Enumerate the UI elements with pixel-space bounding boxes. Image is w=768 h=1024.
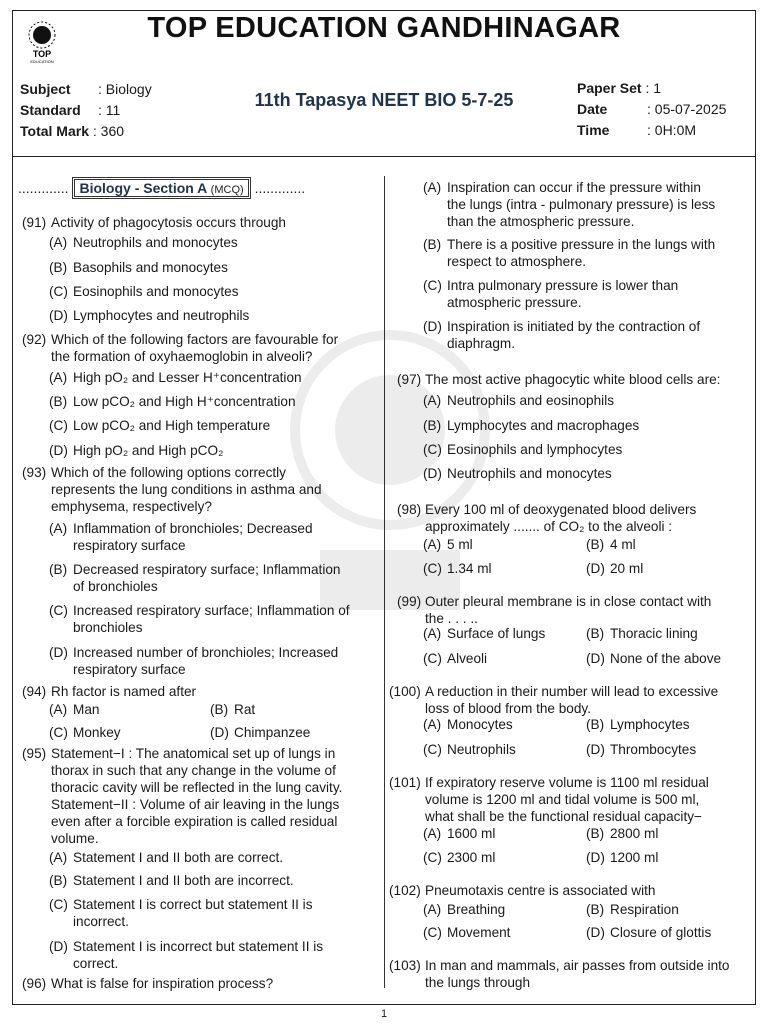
option-text[interactable]: Neutrophils and monocytes bbox=[73, 235, 238, 250]
option-text[interactable]: Respiration bbox=[610, 902, 679, 917]
option-text[interactable]: High pO₂ and Lesser H⁺concentration bbox=[73, 370, 302, 385]
question-number: (103) bbox=[389, 958, 421, 973]
option-text[interactable]: 2800 ml bbox=[610, 826, 659, 841]
question-text: even after a forcible expiration is called residual bbox=[51, 814, 338, 829]
option-text[interactable]: Low pCO₂ and High temperature bbox=[73, 418, 271, 433]
option-text[interactable]: incorrect. bbox=[73, 914, 129, 929]
date-row bbox=[577, 101, 726, 117]
paper-set-value: : 1 bbox=[645, 80, 662, 96]
question-text: Activity of phagocytosis occurs through bbox=[51, 215, 286, 230]
option-label[interactable]: (D) bbox=[49, 939, 68, 954]
section-tag: (MCQ) bbox=[210, 184, 244, 196]
option-text[interactable]: Intra pulmonary pressure is lower than bbox=[447, 278, 679, 293]
option-text[interactable]: Increased respiratory surface; Inflammation of bbox=[73, 603, 350, 618]
option-label[interactable]: (B) bbox=[586, 626, 605, 641]
option-text[interactable]: Movement bbox=[447, 925, 511, 940]
time-row bbox=[577, 122, 696, 138]
question-text: the formation of oxyhaemoglobin in alveoli? bbox=[51, 349, 313, 364]
option-label[interactable]: (C) bbox=[423, 651, 442, 666]
option-text[interactable]: Neutrophils and eosinophils bbox=[447, 393, 615, 408]
option-label[interactable]: (C) bbox=[423, 561, 442, 576]
option-text[interactable]: Monocytes bbox=[447, 717, 513, 732]
option-label[interactable]: (B) bbox=[423, 237, 442, 252]
option-text[interactable]: diaphragm. bbox=[447, 336, 516, 351]
option-text[interactable]: respiratory surface bbox=[73, 538, 186, 553]
option-text[interactable]: Low pCO₂ and High H⁺concentration bbox=[73, 394, 296, 409]
question-text: Statement−I : The anatomical set up of lungs in bbox=[51, 746, 336, 761]
svg-text:EDUCATION: EDUCATION bbox=[30, 59, 54, 64]
question-number: (101) bbox=[389, 775, 421, 790]
option-text[interactable]: Lymphocytes bbox=[610, 717, 690, 732]
date-label: Date bbox=[577, 101, 608, 117]
option-text[interactable]: Chimpanzee bbox=[234, 725, 311, 740]
section-title-box bbox=[72, 177, 250, 199]
section-dots-right: ............. bbox=[254, 180, 306, 196]
option-text[interactable]: Lymphocytes and neutrophils bbox=[73, 308, 250, 323]
option-text[interactable]: 2300 ml bbox=[447, 850, 496, 865]
question-text: Every 100 ml of deoxygenated blood delivers bbox=[425, 502, 697, 517]
option-label[interactable]: (B) bbox=[49, 394, 68, 409]
question-text: Pneumotaxis centre is associated with bbox=[425, 883, 656, 898]
total-mark-row bbox=[20, 123, 124, 139]
paper-set-label: Paper Set bbox=[577, 80, 642, 96]
question-text: In man and mammals, air passes from outside into bbox=[425, 958, 730, 973]
paper-set-row bbox=[577, 80, 661, 96]
subject-value: : Biology bbox=[98, 81, 152, 97]
option-text[interactable]: Eosinophils and lymphocytes bbox=[447, 442, 623, 457]
option-text[interactable]: correct. bbox=[73, 956, 119, 971]
option-text[interactable]: Inspiration is initiated by the contraction of bbox=[447, 319, 701, 334]
option-text[interactable]: Lymphocytes and macrophages bbox=[447, 418, 640, 433]
option-label[interactable]: (A) bbox=[49, 850, 68, 865]
option-label[interactable]: (D) bbox=[49, 645, 68, 660]
option-text[interactable]: Statement I and II both are incorrect. bbox=[73, 873, 294, 888]
question-number: (93) bbox=[22, 465, 47, 480]
question-text: Which of the following options correctly bbox=[51, 465, 286, 480]
option-label[interactable]: (D) bbox=[49, 308, 68, 323]
option-label[interactable]: (C) bbox=[49, 418, 68, 433]
option-label[interactable]: (B) bbox=[49, 873, 68, 888]
question-text: A reduction in their number will lead to excessive bbox=[425, 684, 719, 699]
paper-title: 11th Tapasya NEET BIO 5-7-25 bbox=[254, 90, 514, 110]
option-label[interactable]: (A) bbox=[423, 826, 442, 841]
svg-text:TOP: TOP bbox=[32, 49, 52, 59]
option-text[interactable]: Statement I is correct but statement II is bbox=[73, 897, 313, 912]
question-number: (92) bbox=[22, 332, 47, 347]
option-label[interactable]: (A) bbox=[49, 370, 68, 385]
option-text[interactable]: Neutrophils and monocytes bbox=[447, 466, 612, 481]
option-text[interactable]: Neutrophils bbox=[447, 742, 516, 757]
question-number: (97) bbox=[397, 372, 422, 387]
option-label[interactable]: (B) bbox=[49, 562, 68, 577]
option-label[interactable]: (C) bbox=[49, 897, 68, 912]
option-text[interactable]: Breathing bbox=[447, 902, 506, 917]
option-text[interactable]: 1600 ml bbox=[447, 826, 496, 841]
section-heading bbox=[18, 177, 305, 199]
question-number: (96) bbox=[22, 976, 47, 991]
option-label[interactable]: (D) bbox=[586, 651, 605, 666]
standard-label: Standard bbox=[20, 102, 81, 118]
option-label[interactable]: (D) bbox=[586, 850, 605, 865]
option-text[interactable]: High pO₂ and High pCO₂ bbox=[73, 443, 224, 458]
header-divider bbox=[12, 156, 756, 157]
option-label[interactable]: (C) bbox=[49, 603, 68, 618]
option-label[interactable]: (D) bbox=[586, 561, 605, 576]
option-text[interactable]: 5 ml bbox=[447, 537, 473, 552]
section-title: Biology - Section A bbox=[79, 180, 211, 196]
option-text[interactable]: Inflammation of bronchioles; Decreased bbox=[73, 521, 313, 536]
option-text[interactable]: Closure of glottis bbox=[610, 925, 712, 940]
institute-name: TOP EDUCATION GANDHINAGAR bbox=[147, 12, 621, 44]
option-text[interactable]: Increased number of bronchioles; Increased bbox=[73, 645, 339, 660]
question-number: (102) bbox=[389, 883, 421, 898]
section-dots-left: ............. bbox=[18, 180, 69, 196]
question-number: (95) bbox=[22, 746, 47, 761]
option-label[interactable]: (D) bbox=[49, 443, 68, 458]
total-mark-label: Total Mark bbox=[20, 123, 89, 139]
option-text[interactable]: 4 ml bbox=[610, 537, 636, 552]
option-label[interactable]: (D) bbox=[586, 925, 605, 940]
option-text[interactable]: atmospheric pressure. bbox=[447, 295, 582, 310]
option-text[interactable]: Eosinophils and monocytes bbox=[73, 284, 239, 299]
option-text[interactable]: Rat bbox=[234, 702, 256, 717]
option-label[interactable]: (A) bbox=[423, 902, 442, 917]
option-label[interactable]: (B) bbox=[586, 537, 605, 552]
option-label[interactable]: (C) bbox=[423, 442, 442, 457]
option-label[interactable]: (C) bbox=[423, 278, 442, 293]
question-number: (98) bbox=[397, 502, 422, 517]
option-text[interactable]: Alveoli bbox=[447, 651, 488, 666]
option-text[interactable]: 1.34 ml bbox=[447, 561, 492, 576]
option-label[interactable]: (A) bbox=[423, 180, 442, 195]
option-label[interactable]: (C) bbox=[423, 925, 442, 940]
option-text[interactable]: Thoracic lining bbox=[610, 626, 698, 641]
question-text: thorax in such that any change in the volume of bbox=[51, 763, 336, 778]
option-label[interactable]: (A) bbox=[423, 537, 442, 552]
option-text[interactable]: the lungs (intra - pulmonary pressure) is less bbox=[447, 197, 716, 212]
option-text[interactable]: 1200 ml bbox=[610, 850, 659, 865]
option-text[interactable]: Decreased respiratory surface; Inflammation bbox=[73, 562, 341, 577]
option-text[interactable]: Basophils and monocytes bbox=[73, 260, 228, 275]
option-label[interactable]: (D) bbox=[423, 319, 442, 334]
subject-label: Subject bbox=[20, 81, 71, 97]
option-text[interactable]: of bronchioles bbox=[73, 579, 158, 594]
option-text[interactable]: than the atmospheric pressure. bbox=[447, 214, 635, 229]
option-text[interactable]: bronchioles bbox=[73, 620, 143, 635]
option-text[interactable]: respect to atmosphere. bbox=[447, 254, 587, 269]
option-label[interactable]: (B) bbox=[586, 717, 605, 732]
time-value: : 0H:0M bbox=[647, 122, 697, 138]
option-label[interactable]: (A) bbox=[49, 702, 68, 717]
option-text[interactable]: Statement I is incorrect but statement II is bbox=[73, 939, 324, 954]
option-label[interactable]: (B) bbox=[586, 902, 605, 917]
option-label[interactable]: (B) bbox=[423, 418, 442, 433]
question-text: volume is 1200 ml and tidal volume is 500 ml, bbox=[425, 792, 700, 807]
question-number: (100) bbox=[389, 684, 421, 699]
question-text: Rh factor is named after bbox=[51, 684, 197, 699]
option-label[interactable]: (B) bbox=[586, 826, 605, 841]
question-number: (94) bbox=[22, 684, 47, 699]
date-value: : 05-07-2025 bbox=[647, 101, 727, 117]
question-number: (99) bbox=[397, 594, 422, 609]
question-text: volume. bbox=[51, 831, 99, 846]
option-label[interactable]: (A) bbox=[423, 626, 442, 641]
question-text: Which of the following factors are favourable for bbox=[51, 332, 339, 347]
option-label[interactable]: (A) bbox=[423, 393, 442, 408]
question-text: What is false for inspiration process? bbox=[51, 976, 274, 991]
option-text[interactable]: There is a positive pressure in the lungs with bbox=[447, 237, 716, 252]
option-text[interactable]: Man bbox=[73, 702, 100, 717]
option-text[interactable]: respiratory surface bbox=[73, 662, 186, 677]
question-text: approximately ....... of CO₂ to the alveoli : bbox=[425, 519, 673, 534]
option-text[interactable]: 20 ml bbox=[610, 561, 644, 576]
option-text[interactable]: Inspiration can occur if the pressure within bbox=[447, 180, 701, 195]
option-label[interactable]: (D) bbox=[210, 725, 229, 740]
question-text: loss of blood from the body. bbox=[425, 701, 591, 716]
option-label[interactable]: (B) bbox=[49, 260, 68, 275]
question-text: emphysema, respectively? bbox=[51, 499, 212, 514]
question-text: The most active phagocytic white blood cells are: bbox=[425, 372, 721, 387]
question-text: Outer pleural membrane is in close contact with bbox=[425, 594, 712, 609]
option-label[interactable]: (C) bbox=[49, 725, 68, 740]
standard-value: : 11 bbox=[98, 102, 121, 118]
option-text[interactable]: Thrombocytes bbox=[610, 742, 697, 757]
question-text: thoracic cavity will be reflected in the lung cavity. bbox=[51, 780, 343, 795]
question-text: what shall be the functional residual capacity− bbox=[425, 809, 702, 824]
option-text[interactable]: Surface of lungs bbox=[447, 626, 546, 641]
question-text: the . . . .. bbox=[425, 611, 478, 626]
question-text: If expiratory reserve volume is 1100 ml residual bbox=[425, 775, 709, 790]
option-text[interactable]: Statement I and II both are correct. bbox=[73, 850, 284, 865]
option-label[interactable]: (A) bbox=[423, 717, 442, 732]
time-label: Time bbox=[577, 122, 610, 138]
option-text[interactable]: Monkey bbox=[73, 725, 121, 740]
question-number: (91) bbox=[22, 215, 47, 230]
total-mark-value: : 360 bbox=[92, 123, 125, 139]
option-label[interactable]: (A) bbox=[49, 521, 68, 536]
option-label[interactable]: (B) bbox=[210, 702, 229, 717]
option-label[interactable]: (C) bbox=[49, 284, 68, 299]
page-number: 1 bbox=[380, 1008, 388, 1020]
option-label[interactable]: (C) bbox=[423, 742, 442, 757]
option-label[interactable]: (C) bbox=[423, 850, 442, 865]
question-text: represents the lung conditions in asthma and bbox=[51, 482, 322, 497]
option-label[interactable]: (A) bbox=[49, 235, 68, 250]
option-label[interactable]: (D) bbox=[423, 466, 442, 481]
option-text[interactable]: None of the above bbox=[610, 651, 722, 666]
question-text: the lungs through bbox=[425, 975, 531, 990]
question-text: Statement−II : Volume of air leaving in the lungs bbox=[51, 797, 340, 812]
option-label[interactable]: (D) bbox=[586, 742, 605, 757]
